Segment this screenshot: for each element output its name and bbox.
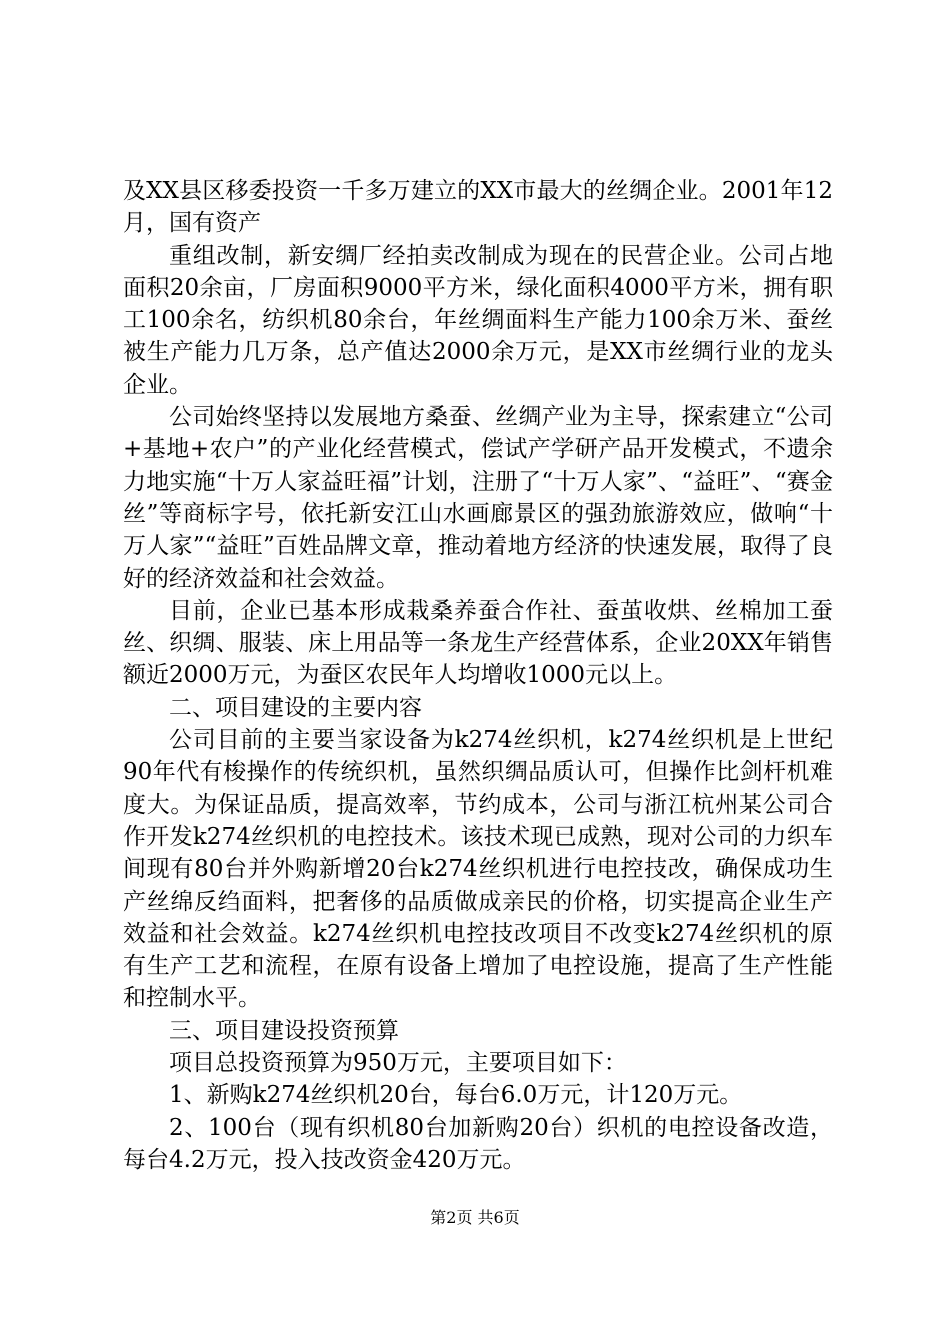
paragraph-company-strategy: 公司始终坚持以发展地方桑蚕、丝绸产业为主导，探索建立“公司+基地+农户”的产业化经营模式，偿试产学研产品开发模式，不遗余力地实施“十万人家益旺福”计划，注册了“十万人家”、“益旺”、“赛金丝”等商标字号，依托新安江山水画廊景区的强劲旅游效应，做响“十万人家”“益旺”百姓品牌文章，推动着地方经济的快速发展，取得了良好的经济效益和社会效益。 <box>123 404 833 592</box>
paragraph-current-status: 目前，企业已基本形成栽桑养蚕合作社、蚕茧收烘、丝棉加工蚕丝、织绸、服装、床上用品等一条龙生产经营体系，企业20XX年销售额近2000万元，为蚕区农民年人均增收1000元以上。 <box>123 597 833 689</box>
paragraph-company-restructure: 重组改制，新安绸厂经拍卖改制成为现在的民营企业。公司占地面积20余亩，厂房面积9000平方米，绿化面积4000平方米，拥有职工100余名，纺织机80余台，年丝绸面料生产能力100余万米、蚕丝被生产能力几万条，总产值达2000余万元，是XX市丝绸行业的龙头企业。 <box>123 242 833 398</box>
budget-item-2: 2、100台（现有织机80台加新购20台）织机的电控设备改造，每台4.2万元，投入技改资金420万元。 <box>123 1114 833 1173</box>
page-number-footer: 第2页 共6页 <box>430 1208 520 1227</box>
document-body <box>123 175 833 1176</box>
paragraph-budget-total: 项目总投资预算为950万元，主要项目如下： <box>169 1050 627 1077</box>
paragraph-continuation: 及XX县区移委投资一千多万建立的XX市最大的丝绸企业。2001年12月，国有资产 <box>123 178 833 237</box>
budget-item-1: 1、新购k274丝织机20台，每台6.0万元，计120万元。 <box>169 1082 743 1109</box>
section-heading-project-content: 二、项目建设的主要内容 <box>169 694 422 721</box>
paragraph-project-content: 公司目前的主要当家设备为k274丝织机，k274丝织机是上世纪90年代有梭操作的传统织机，虽然织绸品质认可，但操作比剑杆机难度大。为保证品质，提高效率，节约成本，公司与浙江杭州某公司合作开发k274丝织机的电控技术。该技术现已成熟，现对公司的力织车间现有80台并外购新增20台k274丝织机进行电控技改，确保成功生产丝绵反绉面料，把奢侈的品质做成亲民的价格，切实提高企业生产效益和社会效益。k274丝织机电控技改项目不改变k274丝织机的原有生产工艺和流程，在原有设备上增加了电控设施，提高了生产性能和控制水平。 <box>123 727 833 1012</box>
section-heading-investment-budget: 三、项目建设投资预算 <box>169 1017 399 1044</box>
